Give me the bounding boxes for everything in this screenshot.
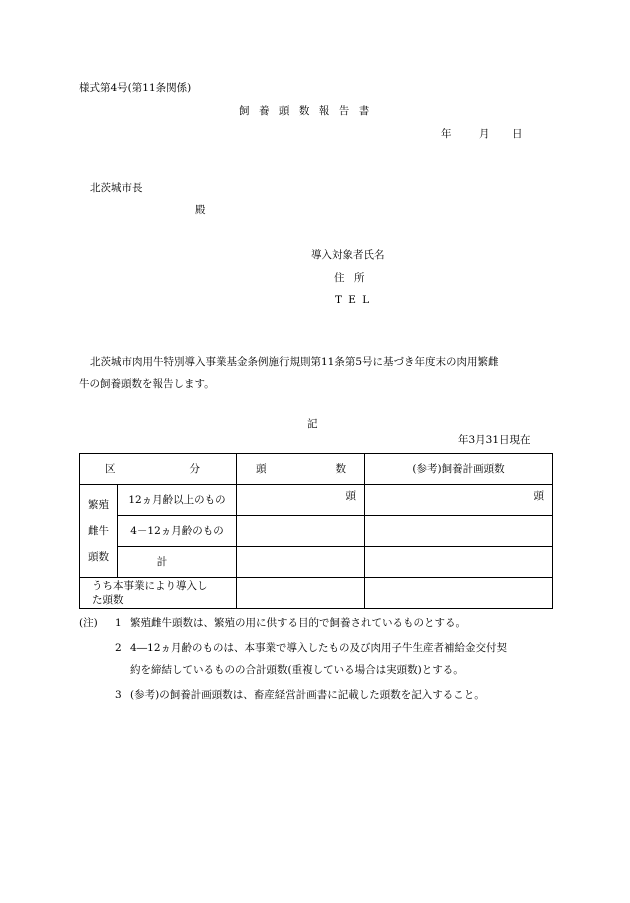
count-cell[interactable] xyxy=(237,578,365,609)
addressee-name: 北茨城市長 xyxy=(90,182,143,194)
group-label-3: 頭数 xyxy=(88,551,109,563)
applicant-tel-label: TEL xyxy=(335,294,376,306)
form-number: 様式第4号(第11条関係) xyxy=(79,82,192,94)
headcount-table xyxy=(79,453,553,609)
applicant-name-label: 導入対象者氏名 xyxy=(311,249,385,261)
row-label: 4－12ヵ月齢のもの xyxy=(118,516,237,547)
note-text-3: (参考)の飼養計画頭数は、畜産経営計画書に記載した頭数を記入すること。 xyxy=(130,689,485,701)
applicant-address-label: 住所 xyxy=(334,272,374,284)
document-title: 飼養頭数報告書 xyxy=(239,105,379,117)
planned-cell[interactable] xyxy=(365,516,553,547)
ki-label: 記 xyxy=(307,418,318,430)
note-number-3: 3 xyxy=(115,689,122,701)
row-label: 計 xyxy=(118,547,237,578)
note-number-1: 1 xyxy=(115,617,122,629)
note-text-2-cont: 約を締結しているものの合計頭数(重複している場合は実頭数)とする。 xyxy=(130,664,464,676)
group-label-cell xyxy=(80,485,118,578)
header-category xyxy=(80,454,237,485)
last-row-label xyxy=(80,578,237,609)
count-cell[interactable] xyxy=(237,516,365,547)
planned-cell[interactable] xyxy=(365,578,553,609)
body-line-1: 北茨城市肉用牛特別導入事業基金条例施行規則第11条第5号に基づき年度末の肉用繁雌 xyxy=(90,356,499,368)
addressee-honorific: 殿 xyxy=(195,204,206,216)
planned-cell[interactable]: 頭 xyxy=(365,485,553,516)
date-year-label: 年 xyxy=(441,128,452,140)
table-row xyxy=(80,578,553,609)
header-category-right: 分 xyxy=(189,462,200,475)
table-row xyxy=(80,547,553,578)
planned-cell[interactable] xyxy=(365,547,553,578)
count-cell[interactable]: 頭 xyxy=(237,485,365,516)
table-header-row xyxy=(80,454,553,485)
notes-prefix: (注) xyxy=(79,617,98,629)
row-label: 12ヵ月齢以上のもの xyxy=(118,485,237,516)
header-count xyxy=(237,454,365,485)
note-text-2: 4―12ヵ月齢のものは、本事業で導入したもの及び肉用子牛生産者補給金交付契 xyxy=(130,642,508,654)
note-text-1: 繁殖雌牛頭数は、繁殖の用に供する目的で飼養されているものとする。 xyxy=(130,617,466,629)
count-cell[interactable] xyxy=(237,547,365,578)
group-label-2: 雌牛 xyxy=(88,525,109,537)
note-number-2: 2 xyxy=(115,642,122,654)
header-planned: (参考)飼養計画頭数 xyxy=(365,454,553,485)
body-line-2: 牛の飼養頭数を報告します。 xyxy=(79,378,215,390)
table-row xyxy=(80,485,553,516)
header-count-right: 数 xyxy=(335,462,346,475)
last-row-label-2: た頭数 xyxy=(92,594,124,606)
header-count-left: 頭 xyxy=(256,462,267,475)
table-row xyxy=(80,516,553,547)
as-of-date: 年3月31日現在 xyxy=(458,434,531,446)
date-month-label: 月 xyxy=(479,128,490,140)
date-day-label: 日 xyxy=(512,128,523,140)
last-row-label-1: うち本事業により導入し xyxy=(92,580,208,592)
header-category-left: 区 xyxy=(105,462,116,475)
group-label-1: 繁殖 xyxy=(88,499,109,511)
